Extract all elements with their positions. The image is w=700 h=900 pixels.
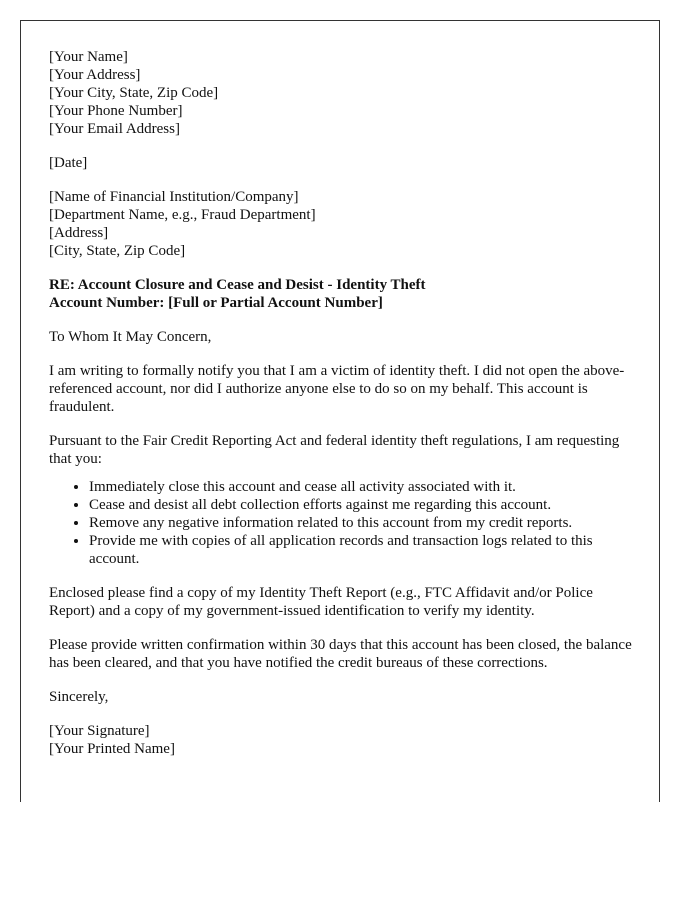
paragraph-notification: I am writing to formally notify you that I am a victim of identity theft. I did not open the above-referenced account, nor did I authorize anyone else to do so on my behalf. This account is fraudulent.	[49, 363, 625, 415]
subject-block	[49, 276, 641, 312]
account-number-line: Account Number: [Full or Partial Account Number]	[49, 295, 383, 311]
sender-address: [Your Address]	[49, 67, 141, 83]
sender-city: [Your City, State, Zip Code]	[49, 85, 219, 101]
signature-block	[49, 722, 641, 758]
recipient-block	[49, 188, 641, 260]
request-list	[49, 478, 641, 568]
signature: [Your Signature]	[49, 723, 150, 739]
sender-block	[49, 48, 641, 138]
sender-email: [Your Email Address]	[49, 121, 180, 137]
sender-phone: [Your Phone Number]	[49, 103, 183, 119]
paragraph-confirmation: Please provide written confirmation within 30 days that this account has been closed, the balance has been cleared, and that you have notified the credit bureaus of these corrections.	[49, 637, 632, 671]
subject-line: RE: Account Closure and Cease and Desist - Identity Theft	[49, 277, 426, 293]
list-item: • Immediately close this account and cease all activity associated with it.	[89, 478, 641, 496]
sender-name: [Your Name]	[49, 49, 128, 65]
printed-name: [Your Printed Name]	[49, 741, 175, 757]
list-item: • Provide me with copies of all application records and transaction logs related to this account.	[89, 532, 641, 568]
recipient-address: [Address]	[49, 225, 109, 241]
letter-page	[20, 20, 660, 802]
closing: Sincerely,	[49, 689, 109, 705]
recipient-department: [Department Name, e.g., Fraud Department]	[49, 207, 316, 223]
recipient-name: [Name of Financial Institution/Company]	[49, 189, 299, 205]
list-item: • Cease and desist all debt collection efforts against me regarding this account.	[89, 496, 641, 514]
paragraph-request-intro: Pursuant to the Fair Credit Reporting Act and federal identity theft regulations, I am requesting that you:	[49, 433, 620, 467]
paragraph-enclosures: Enclosed please find a copy of my Identity Theft Report (e.g., FTC Affidavit and/or Police Report) and a copy of my government-issued identification to verify my identity.	[49, 585, 593, 619]
date: [Date]	[49, 155, 88, 171]
salutation: To Whom It May Concern,	[49, 329, 212, 345]
recipient-city: [City, State, Zip Code]	[49, 243, 186, 259]
list-item: • Remove any negative information related to this account from my credit reports.	[89, 514, 641, 532]
letter-body	[49, 48, 641, 774]
